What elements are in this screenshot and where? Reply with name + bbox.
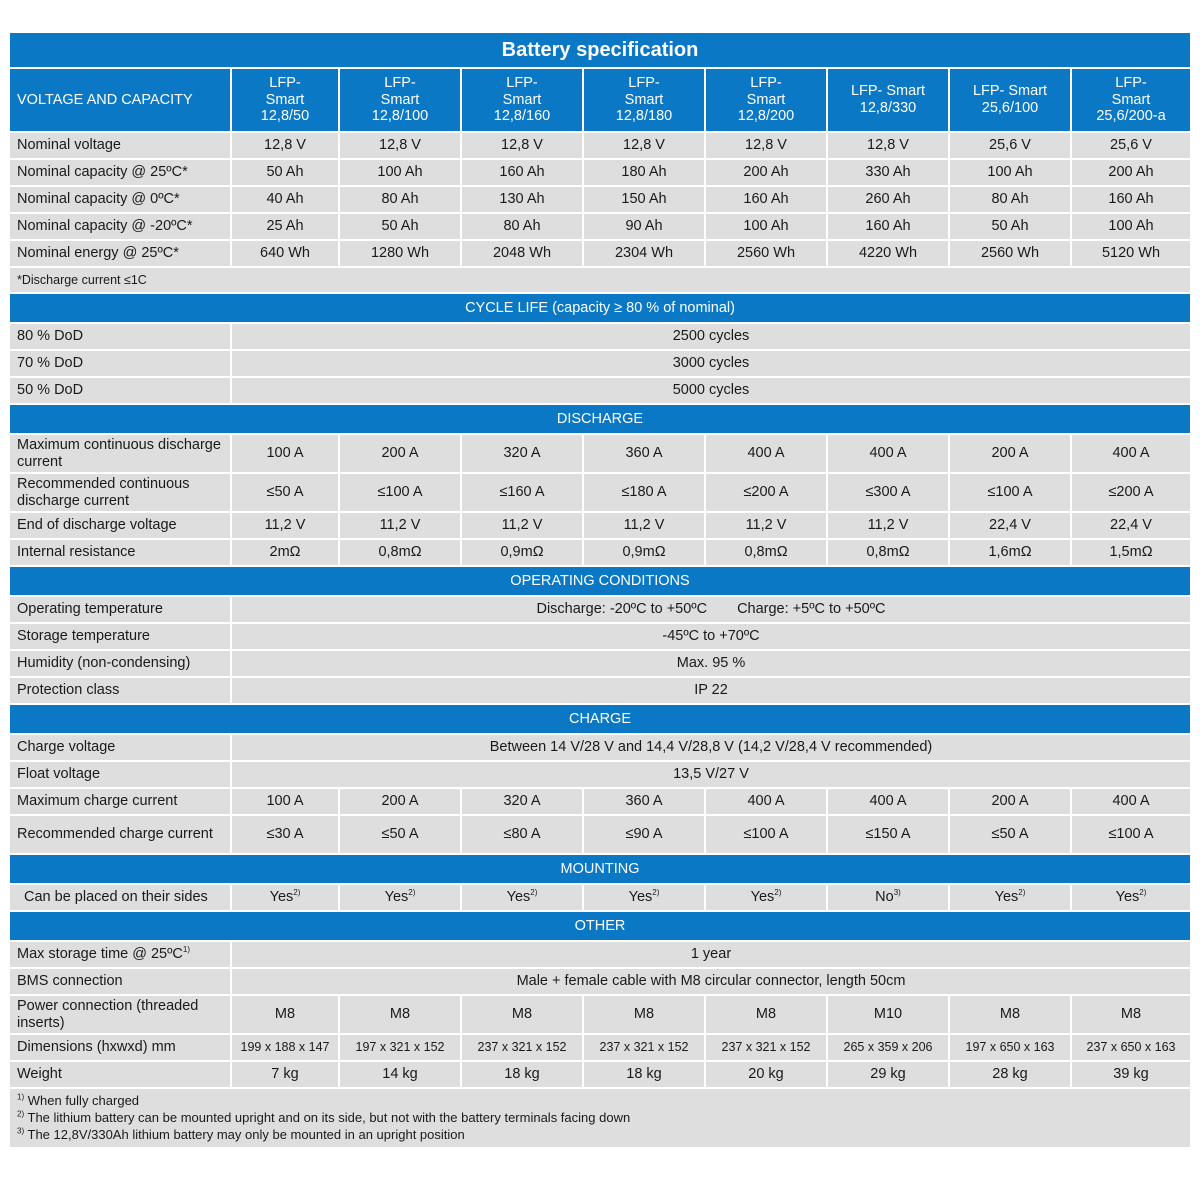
value-cell: 0,8mΩ (828, 540, 950, 567)
row-label: Nominal capacity @ -20ºC* (10, 214, 232, 241)
value-cell: 260 Ah (828, 187, 950, 214)
mounting-answer: Yes (750, 889, 775, 906)
row-label: BMS connection (10, 969, 232, 996)
value-cell: 18 kg (462, 1062, 584, 1089)
cycle-life-row (10, 324, 1190, 351)
charge-row (10, 762, 1190, 789)
operating-conditions-section-header-row (10, 567, 1190, 597)
value-cell: 50 Ah (950, 214, 1072, 241)
value-cell: 330 Ah (828, 160, 950, 187)
row-label: Nominal capacity @ 0ºC* (10, 187, 232, 214)
value-cell: 11,2 V (828, 513, 950, 540)
battery-spec-page (10, 33, 1190, 1147)
mounting-value (340, 885, 462, 912)
footnote-text: The lithium battery can be mounted upright and on its side, but not with the battery terminals facing down (27, 1110, 631, 1125)
value-cell: ≤90 A (584, 816, 706, 855)
operating-temperature-row (10, 597, 1190, 624)
row-label: Power connection (threaded inserts) (10, 996, 232, 1035)
value-cell: ≤180 A (584, 474, 706, 513)
value-cell: 25 Ah (232, 214, 340, 241)
cycle-life-section-header-row (10, 294, 1190, 324)
footnote-ref: 3) (893, 888, 901, 898)
span-value: 3000 cycles (232, 351, 1190, 378)
mounting-answer: Yes (628, 889, 653, 906)
span-value: 1 year (232, 942, 1190, 969)
value-cell: 1280 Wh (340, 241, 462, 268)
footnote (17, 1109, 1183, 1126)
value-cell: ≤200 A (706, 474, 828, 513)
footnote-ref: 1) (182, 945, 191, 955)
operating-temperature-value (232, 597, 1190, 624)
span-value: Between 14 V/28 V and 14,4 V/28,8 V (14,2 V/28,4 V recommended) (232, 735, 1190, 762)
value-cell: 29 kg (828, 1062, 950, 1089)
model-column-header: LFP- Smart 12,8/160 (462, 69, 584, 133)
footnote-mark: 1) (17, 1092, 25, 1102)
bms-row (10, 969, 1190, 996)
row-label: Charge voltage (10, 735, 232, 762)
span-value: IP 22 (232, 678, 1190, 705)
value-cell: 400 A (828, 789, 950, 816)
row-label: End of discharge voltage (10, 513, 232, 540)
value-cell: 130 Ah (462, 187, 584, 214)
cycle-life-section-header: CYCLE LIFE (capacity ≥ 80 % of nominal) (10, 294, 1190, 324)
row-label: 80 % DoD (10, 324, 232, 351)
charge-section-header: CHARGE (10, 705, 1190, 735)
value-cell: 22,4 V (950, 513, 1072, 540)
value-cell: 2304 Wh (584, 241, 706, 268)
value-cell: 39 kg (1072, 1062, 1190, 1089)
other-section-header-row (10, 912, 1190, 942)
charge-row (10, 789, 1190, 816)
row-label: Nominal voltage (10, 133, 232, 160)
row-label: Internal resistance (10, 540, 232, 567)
model-column-header: LFP- Smart 12,8/200 (706, 69, 828, 133)
span-value: Male + female cable with M8 circular connector, length 50cm (232, 969, 1190, 996)
column-header-row (10, 69, 1190, 133)
mounting-answer: Yes (1115, 889, 1140, 906)
operating-row (10, 624, 1190, 651)
value-cell: 100 Ah (340, 160, 462, 187)
value-cell: 4220 Wh (828, 241, 950, 268)
other-row (10, 996, 1190, 1035)
mounting-value (828, 885, 950, 912)
value-cell: 14 kg (340, 1062, 462, 1089)
value-cell: 200 A (950, 789, 1072, 816)
value-cell: 12,8 V (584, 133, 706, 160)
value-cell: 80 Ah (462, 214, 584, 241)
cycle-life-row (10, 378, 1190, 405)
value-cell: 100 Ah (1072, 214, 1190, 241)
operating-row (10, 651, 1190, 678)
model-column-header: LFP- Smart 25,6/200-a (1072, 69, 1190, 133)
value-cell: ≤80 A (462, 816, 584, 855)
value-cell: 360 A (584, 435, 706, 474)
row-label: Weight (10, 1062, 232, 1089)
value-cell: 400 A (1072, 789, 1190, 816)
mounting-answer: Yes (994, 889, 1019, 906)
footnote-ref: 2) (1018, 888, 1026, 898)
footnote-mark: 3) (17, 1126, 25, 1136)
value-cell: 100 Ah (706, 214, 828, 241)
value-cell: 400 A (706, 789, 828, 816)
mounting-value (1072, 885, 1190, 912)
mounting-value (462, 885, 584, 912)
value-cell: 11,2 V (462, 513, 584, 540)
value-cell: 360 A (584, 789, 706, 816)
footnote-ref: 2) (774, 888, 782, 898)
value-cell: 2560 Wh (950, 241, 1072, 268)
value-cell: 320 A (462, 789, 584, 816)
value-cell: 160 Ah (462, 160, 584, 187)
value-cell: ≤150 A (828, 816, 950, 855)
span-value: 13,5 V/27 V (232, 762, 1190, 789)
value-cell: M8 (462, 996, 584, 1035)
value-cell: 1,5mΩ (1072, 540, 1190, 567)
model-column-header: LFP- Smart 12,8/330 (828, 69, 950, 133)
operating-row (10, 678, 1190, 705)
model-column-header: LFP- Smart 12,8/100 (340, 69, 462, 133)
row-label: Dimensions (hxwxd) mm (10, 1035, 232, 1062)
page-title: Battery specification (10, 33, 1190, 69)
value-cell: 100 A (232, 435, 340, 474)
discharge-temperature: Discharge: -20ºC to +50ºC (536, 601, 708, 618)
value-cell: 12,8 V (232, 133, 340, 160)
battery-spec-table (10, 33, 1190, 1147)
row-label: VOLTAGE AND CAPACITY (10, 69, 232, 133)
value-cell: 100 Ah (950, 160, 1072, 187)
row-label: Maximum continuous discharge current (10, 435, 232, 474)
row-label: Maximum charge current (10, 789, 232, 816)
value-cell: 0,9mΩ (584, 540, 706, 567)
footnotes (10, 1089, 1190, 1147)
spec-row (10, 241, 1190, 268)
value-cell: ≤100 A (950, 474, 1072, 513)
footnote-mark: 2) (17, 1109, 25, 1119)
footnote (17, 1092, 1183, 1109)
mounting-value (950, 885, 1072, 912)
value-cell: 237 x 321 x 152 (462, 1035, 584, 1062)
mounting-value (584, 885, 706, 912)
span-value: -45ºC to +70ºC (232, 624, 1190, 651)
footnote (17, 1126, 1183, 1143)
value-cell: 160 Ah (706, 187, 828, 214)
value-cell: 18 kg (584, 1062, 706, 1089)
row-label: Recommended charge current (10, 816, 232, 855)
row-label (10, 942, 232, 969)
discharge-row (10, 435, 1190, 474)
mounting-section-header: MOUNTING (10, 855, 1190, 885)
value-cell: M8 (950, 996, 1072, 1035)
value-cell: 400 A (706, 435, 828, 474)
value-cell: ≤200 A (1072, 474, 1190, 513)
spec-row (10, 160, 1190, 187)
mounting-answer: Yes (384, 889, 409, 906)
value-cell: 320 A (462, 435, 584, 474)
row-label: Nominal capacity @ 25ºC* (10, 160, 232, 187)
mounting-value (706, 885, 828, 912)
row-label: Recommended continuous discharge current (10, 474, 232, 513)
value-cell: 200 A (950, 435, 1072, 474)
mounting-section-header-row (10, 855, 1190, 885)
value-cell: 197 x 321 x 152 (340, 1035, 462, 1062)
value-cell: 200 A (340, 435, 462, 474)
other-row (10, 1062, 1190, 1089)
value-cell: ≤50 A (232, 474, 340, 513)
cycle-life-row (10, 351, 1190, 378)
value-cell: M10 (828, 996, 950, 1035)
value-cell: M8 (584, 996, 706, 1035)
value-cell: 197 x 650 x 163 (950, 1035, 1072, 1062)
value-cell: 12,8 V (340, 133, 462, 160)
value-cell: ≤100 A (340, 474, 462, 513)
storage-time-row (10, 942, 1190, 969)
value-cell: 80 Ah (950, 187, 1072, 214)
value-cell: 100 A (232, 789, 340, 816)
mounting-answer: Yes (269, 889, 294, 906)
value-cell: 25,6 V (950, 133, 1072, 160)
row-label: Float voltage (10, 762, 232, 789)
value-cell: ≤50 A (950, 816, 1072, 855)
value-cell: 200 A (340, 789, 462, 816)
value-cell: 237 x 321 x 152 (584, 1035, 706, 1062)
value-cell: 25,6 V (1072, 133, 1190, 160)
footnote-text: The 12,8V/330Ah lithium battery may only be mounted in an upright position (27, 1127, 465, 1142)
value-cell: M8 (1072, 996, 1190, 1035)
value-cell: ≤160 A (462, 474, 584, 513)
value-cell: 11,2 V (340, 513, 462, 540)
discharge-row (10, 540, 1190, 567)
footnote-ref: 2) (408, 888, 416, 898)
row-label: Operating temperature (10, 597, 232, 624)
discharge-section-header: DISCHARGE (10, 405, 1190, 435)
value-cell: 1,6mΩ (950, 540, 1072, 567)
value-cell: M8 (706, 996, 828, 1035)
model-column-header: LFP- Smart 25,6/100 (950, 69, 1072, 133)
value-cell: 20 kg (706, 1062, 828, 1089)
value-cell: 160 Ah (828, 214, 950, 241)
mounting-row (10, 885, 1190, 912)
capacity-note-row (10, 268, 1190, 294)
value-cell: 11,2 V (232, 513, 340, 540)
footnote-ref: 2) (293, 888, 301, 898)
value-cell: 12,8 V (462, 133, 584, 160)
row-label: Humidity (non-condensing) (10, 651, 232, 678)
value-cell: 150 Ah (584, 187, 706, 214)
discharge-note: *Discharge current ≤1C (10, 268, 1190, 294)
value-cell: 199 x 188 x 147 (232, 1035, 340, 1062)
value-cell: 0,8mΩ (706, 540, 828, 567)
value-cell: 2048 Wh (462, 241, 584, 268)
footnote-ref: 2) (652, 888, 660, 898)
value-cell: 50 Ah (340, 214, 462, 241)
value-cell: 11,2 V (584, 513, 706, 540)
value-cell: ≤30 A (232, 816, 340, 855)
value-cell: 40 Ah (232, 187, 340, 214)
value-cell: 160 Ah (1072, 187, 1190, 214)
value-cell: 2mΩ (232, 540, 340, 567)
value-cell: 640 Wh (232, 241, 340, 268)
row-label: 70 % DoD (10, 351, 232, 378)
value-cell: 80 Ah (340, 187, 462, 214)
value-cell: 265 x 359 x 206 (828, 1035, 950, 1062)
value-cell: 7 kg (232, 1062, 340, 1089)
mounting-answer: Yes (506, 889, 531, 906)
other-section-header: OTHER (10, 912, 1190, 942)
charge-row (10, 735, 1190, 762)
title-row (10, 33, 1190, 69)
value-cell: 28 kg (950, 1062, 1072, 1089)
value-cell: 237 x 321 x 152 (706, 1035, 828, 1062)
value-cell: 200 Ah (706, 160, 828, 187)
discharge-row (10, 474, 1190, 513)
value-cell: 90 Ah (584, 214, 706, 241)
operating-conditions-section-header: OPERATING CONDITIONS (10, 567, 1190, 597)
value-cell: ≤300 A (828, 474, 950, 513)
value-cell: 2560 Wh (706, 241, 828, 268)
value-cell: 50 Ah (232, 160, 340, 187)
value-cell: 5120 Wh (1072, 241, 1190, 268)
charge-temperature: Charge: +5ºC to +50ºC (737, 601, 886, 618)
footnote-ref: 2) (1139, 888, 1147, 898)
other-row (10, 1035, 1190, 1062)
value-cell: 0,8mΩ (340, 540, 462, 567)
row-label: Protection class (10, 678, 232, 705)
footnotes-row (10, 1089, 1190, 1147)
span-value: 2500 cycles (232, 324, 1190, 351)
row-label: Nominal energy @ 25ºC* (10, 241, 232, 268)
value-cell: 0,9mΩ (462, 540, 584, 567)
footnote-ref: 2) (530, 888, 538, 898)
value-cell: 200 Ah (1072, 160, 1190, 187)
spec-row (10, 214, 1190, 241)
value-cell: 11,2 V (706, 513, 828, 540)
charge-section-header-row (10, 705, 1190, 735)
spec-row (10, 133, 1190, 160)
value-cell: M8 (340, 996, 462, 1035)
discharge-section-header-row (10, 405, 1190, 435)
row-label: Storage temperature (10, 624, 232, 651)
value-cell: 12,8 V (828, 133, 950, 160)
spec-row (10, 187, 1190, 214)
storage-time-label: Max storage time @ 25ºC (17, 946, 183, 963)
value-cell: 400 A (828, 435, 950, 474)
value-cell: ≤100 A (706, 816, 828, 855)
discharge-row (10, 513, 1190, 540)
mounting-answer: No (875, 889, 894, 906)
value-cell: ≤50 A (340, 816, 462, 855)
footnote-text: When fully charged (27, 1093, 140, 1108)
model-column-header: LFP- Smart 12,8/50 (232, 69, 340, 133)
value-cell: 237 x 650 x 163 (1072, 1035, 1190, 1062)
value-cell: M8 (232, 996, 340, 1035)
span-value: Max. 95 % (232, 651, 1190, 678)
row-label: 50 % DoD (10, 378, 232, 405)
mounting-value (232, 885, 340, 912)
span-value: 5000 cycles (232, 378, 1190, 405)
value-cell: ≤100 A (1072, 816, 1190, 855)
value-cell: 400 A (1072, 435, 1190, 474)
value-cell: 22,4 V (1072, 513, 1190, 540)
row-label: Can be placed on their sides (10, 885, 232, 912)
value-cell: 180 Ah (584, 160, 706, 187)
charge-row (10, 816, 1190, 855)
value-cell: 12,8 V (706, 133, 828, 160)
model-column-header: LFP- Smart 12,8/180 (584, 69, 706, 133)
